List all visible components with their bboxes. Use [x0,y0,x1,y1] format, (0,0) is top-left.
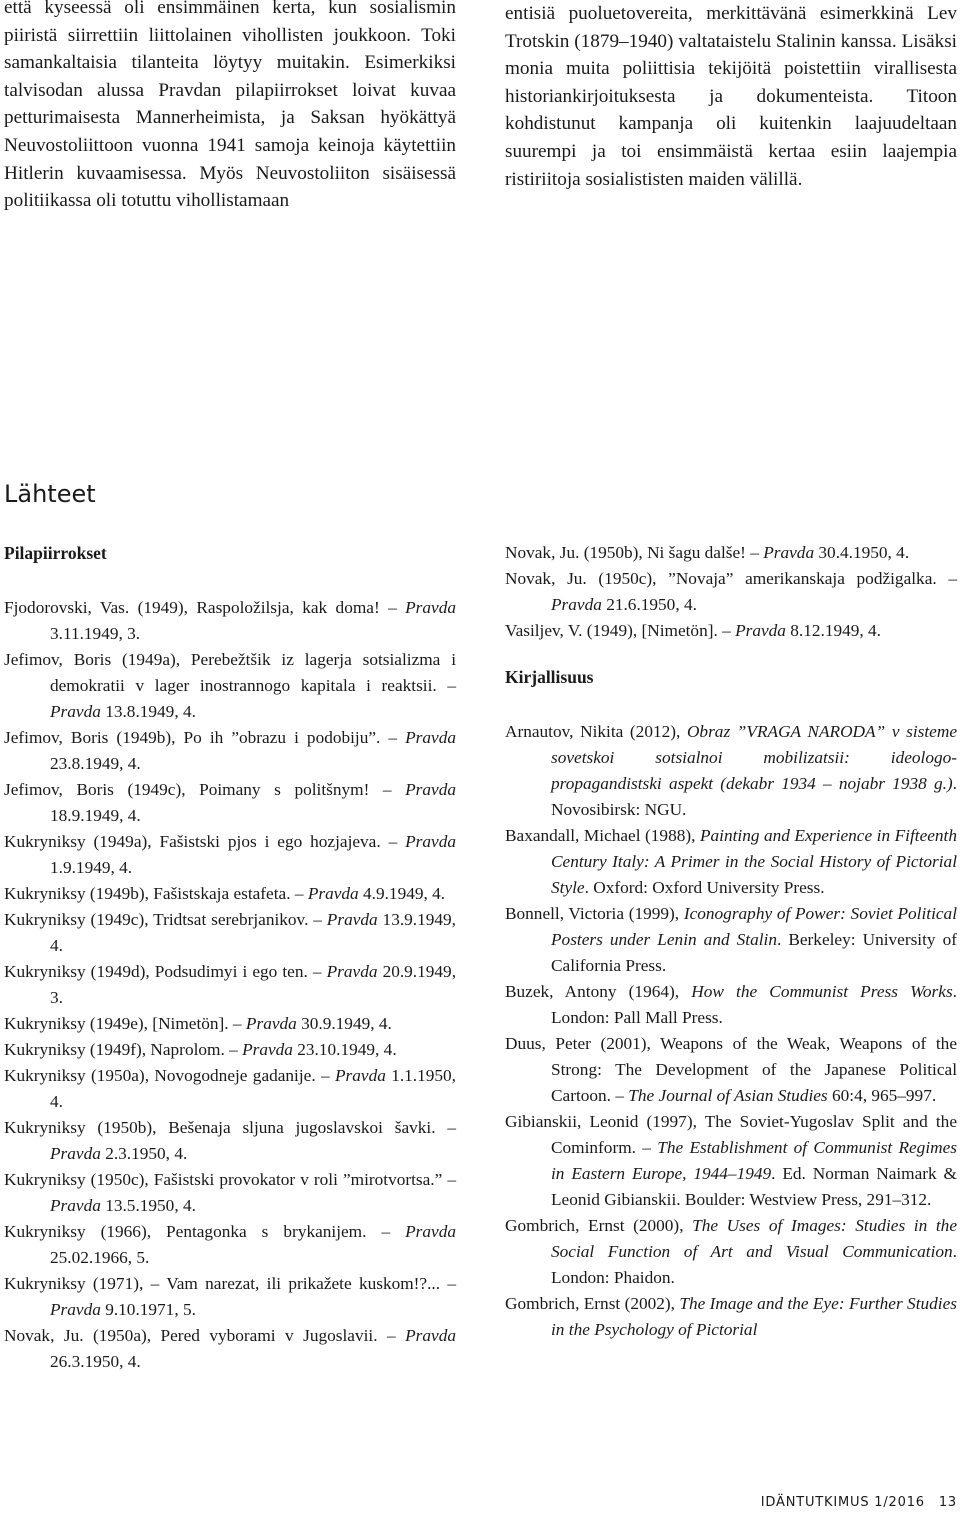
reference-text: Buzek, Antony (1964), [505,982,692,1001]
reference-text: Jefimov, Boris (1949c), Poimany s politšnym! – [4,780,406,799]
intro-paragraph-right: entisiä puoluetovereita, merkittävänä esimerkkinä Lev Trotskin (1879–1940) valtataistelu Stalinin kanssa. Lisäksi monia muita poliittisia tekijöitä poistettiin virallisesta historiankirjoituksesta ja dokumenteista. Titoon kohdistunut kampanja oli kuitenkin laajuudeltaan suurempi ja toi ensimmäistä kertaa esiin laajempia ristiriitoja sosialististen maiden välillä. [505,3,957,190]
reference-item [505,1213,957,1291]
reference-italic: The Establishment of Communist Regimes in Eastern Europe, 1944–1949 [551,1138,957,1183]
reference-italic: Pravda [405,1326,456,1345]
reference-italic: How the Communist Press Works [691,982,953,1001]
reference-item [505,823,957,901]
reference-text: Kukryniksy (1966), Pentagonka s brykanijem. – [4,1222,406,1241]
reference-tail: 23.8.1949, 4. [50,754,141,773]
reference-tail: 18.9.1949, 4. [50,806,141,825]
reference-italic: The Image and the Eye: Further Studies in the Psychology of Pictorial [551,1294,957,1339]
reference-text: Novak, Ju. (1950b), Ni šagu dalše! – [505,543,764,562]
reference-italic: Pravda [405,728,456,747]
reference-text: Kukryniksy (1949c), Tridtsat serebrjanikov. – [4,910,327,929]
reference-text: Gombrich, Ernst (2000), [505,1216,693,1235]
reference-italic: Pravda [50,1196,101,1215]
reference-italic: The Journal of Asian Studies [628,1086,828,1105]
sources-title: Lähteet [4,480,96,508]
reference-item [4,881,456,907]
reference-text: Vasiljev, V. (1949), [Nimetön]. – [505,621,736,640]
reference-italic: The Uses of Images: Studies in the Social Function of Art and Visual Communication [551,1216,957,1261]
reference-text: Kukryniksy (1949f), Naprolom. – [4,1040,243,1059]
reference-italic: Obraz ”VRAGA NARODA” v sisteme sovetskoi sotsialnoi mobilizatsii: ideologo-propagandistski aspekt (dekabr 1934 – nojabr 1938 g.) [551,722,957,793]
reference-item [4,1115,456,1167]
reference-italic: Pravda [50,1300,101,1319]
reference-italic: Painting and Experience in Fifteenth Century Italy: A Primer in the Social History of Pictorial Style [551,826,958,897]
reference-italic: Pravda [245,1014,297,1033]
reference-tail: . Ed. Norman Naimark & Leonid Gibianskii. Boulder: Westview Press, 291–312. [551,1164,957,1209]
reference-text: Gibianskii, Leonid (1997), The Soviet-Yugoslav Split and the Cominform. – [505,1112,957,1157]
reference-item [505,719,957,823]
reference-text: Kukryniksy (1950a), Novogodneje gadanije. – [4,1066,335,1085]
reference-item [505,1109,957,1213]
sources-left-column [4,540,456,1375]
reference-item [4,959,456,1011]
reference-tail: 9.10.1971, 5. [100,1300,196,1319]
intro-paragraph-left: että kyseessä oli ensimmäinen kerta, kun sosialismin piiristä siirrettiin liittolainen vihollisten joukkoon. Toki samankaltaisia tilanteita löytyy muitakin. Esimerkiksi talvisodan alussa Pravdan pilapiirrokset loivat kuvaa petturimaisesta Mannerheimista, ja Saksan hyökättyä Neuvostoliittoon vuonna 1941 samoja keinoja käytettiin Hitlerin kuvaamisessa. Myös Neuvostoliiton sisäisessä politiikassa oli totuttu vihollistamaan [4,0,456,212]
reference-tail: 30.9.1949, 4. [296,1014,392,1033]
reference-item [4,1167,456,1219]
reference-tail: 20.9.1949, 3. [50,962,457,1007]
reference-text: Kukryniksy (1949e), [Nimetön]. – [4,1014,246,1033]
reference-item [4,1063,456,1115]
reference-tail: 13.5.1950, 4. [100,1196,196,1215]
reference-italic: Pravda [763,543,815,562]
reference-item [4,907,456,959]
reference-text: Bonnell, Victoria (1999), [505,904,684,923]
reference-item [4,595,456,647]
reference-item [505,566,957,618]
intro-left-column [4,0,456,215]
reference-item [505,618,957,644]
reference-text: Duus, Peter (2001), Weapons of the Weak, Weapons of the Strong: The Development of the Japanese Political Cartoon. – [505,1034,957,1105]
reference-text: Baxandall, Michael (1988), [505,826,700,845]
reference-italic: Pravda [242,1040,293,1059]
reference-tail: . London: Phaidon. [551,1242,957,1287]
reference-text: Kukryniksy (1950b), Bešenaja sljuna jugoslavskoi šavki. – [4,1118,456,1137]
reference-item [505,540,957,566]
sources-right-column [505,540,957,1343]
page-footer [761,1495,957,1510]
intro-right-column [505,0,957,193]
reference-text: Kukryniksy (1950c), Fašistski provokator v roli ”mirotvortsa.” – [4,1170,456,1189]
reference-italic: Pravda [50,702,101,721]
reference-italic: Pravda [326,962,378,981]
reference-tail: . Oxford: Oxford University Press. [584,878,825,897]
reference-italic: Iconography of Power: Soviet Political Posters under Lenin and Stalin [551,904,958,949]
page-number: 13 [938,1495,957,1510]
journal-name: IDÄNTUTKIMUS 1/2016 [760,1495,925,1510]
reference-item [4,777,456,829]
reference-tail: . Novosibirsk: NGU. [551,774,957,819]
reference-italic: Pravda [405,832,456,851]
reference-text: Kukryniksy (1971), – Vam narezat, ili prikažete kuskom!?... – [4,1274,456,1293]
literature-list [505,719,957,1343]
reference-text: Jefimov, Boris (1949a), Perebežtšik iz lagerja sotsializma i demokratii v lager inostrannogo kapitala i reaktsii. – [4,650,456,695]
reference-item [4,1271,456,1323]
reference-tail: 4.9.1949, 4. [358,884,446,903]
reference-tail: 13.8.1949, 4. [100,702,196,721]
reference-tail: . London: Pall Mall Press. [551,982,957,1027]
cartoons-heading: Pilapiirrokset [4,543,107,563]
reference-tail: 30.4.1950, 4. [814,543,910,562]
reference-tail: 1.1.1950, 4. [50,1066,457,1111]
reference-italic: Pravda [326,910,378,929]
reference-item [4,725,456,777]
reference-item [4,1011,456,1037]
reference-text: Novak, Ju. (1950a), Pered vyborami v Jugoslavii. – [4,1326,406,1345]
reference-text: Kukryniksy (1949b), Fašistskaja estafeta. – [4,884,308,903]
reference-item [505,1291,957,1343]
reference-text: Arnautov, Nikita (2012), [505,722,687,741]
reference-item [4,1037,456,1063]
reference-tail: 13.9.1949, 4. [50,910,456,955]
reference-tail: 21.6.1950, 4. [601,595,697,614]
reference-tail: 60:4, 965–997. [827,1086,937,1105]
reference-tail: 2.3.1950, 4. [100,1144,188,1163]
reference-italic: Pravda [50,1144,101,1163]
reference-italic: Pravda [405,1222,456,1241]
reference-text: Gombrich, Ernst (2002), [505,1294,680,1313]
reference-item [505,901,957,979]
reference-text: Jefimov, Boris (1949b), Po ih ”obrazu i podobiju”. – [4,728,406,747]
reference-item [4,647,456,725]
reference-text: Fjodorovski, Vas. (1949), Raspoložilsja, kak doma! – [4,598,406,617]
reference-italic: Pravda [334,1066,386,1085]
reference-italic: Pravda [735,621,786,640]
reference-italic: Pravda [551,595,602,614]
cartoons-list-continued [505,540,957,644]
reference-tail: 1.9.1949, 4. [50,858,133,877]
reference-tail: 23.10.1949, 4. [292,1040,397,1059]
reference-tail: 3.11.1949, 3. [50,624,141,643]
reference-text: Kukryniksy (1949a), Fašistski pjos i ego hozjajeva. – [4,832,406,851]
reference-italic: Pravda [405,598,456,617]
reference-tail: . Berkeley: University of California Press. [551,930,957,975]
reference-tail: 25.02.1966, 5. [50,1248,150,1267]
reference-item [4,1323,456,1375]
reference-item [4,829,456,881]
literature-heading: Kirjallisuus [505,667,594,687]
reference-item [505,1031,957,1109]
reference-item [505,979,957,1031]
reference-text: Novak, Ju. (1950c), ”Novaja” amerikanskaja podžigalka. – [505,569,957,588]
reference-item [4,1219,456,1271]
reference-text: Kukryniksy (1949d), Podsudimyi i ego ten. – [4,962,327,981]
reference-tail: 26.3.1950, 4. [50,1352,141,1371]
reference-italic: Pravda [405,780,456,799]
cartoons-list [4,595,456,1375]
reference-tail: 8.12.1949, 4. [785,621,881,640]
reference-italic: Pravda [307,884,359,903]
